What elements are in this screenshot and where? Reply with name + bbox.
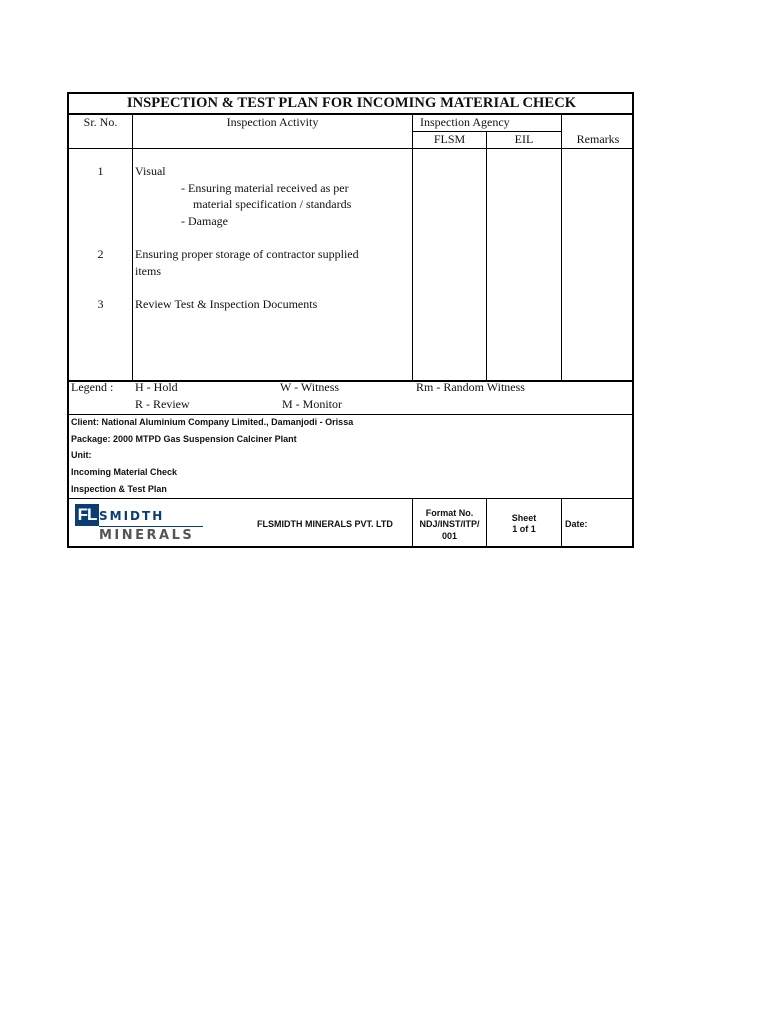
info-divider — [69, 498, 634, 499]
legend-label: Legend : — [71, 380, 114, 394]
logo-minerals: MINERALS — [99, 528, 195, 543]
format-no-2: 001 — [441, 531, 458, 541]
row-3-line-1: Review Test & Inspection Documents — [135, 297, 318, 311]
row-2-line-1: Ensuring proper storage of contractor supplied — [135, 247, 359, 261]
sheet-label: Sheet — [511, 513, 537, 523]
info-client: Client: National Aluminium Company Limited., Damanjodi - Orissa — [71, 417, 354, 427]
info-line-4: Incoming Material Check — [71, 467, 178, 477]
logo-smidth: SMIDTH — [99, 509, 165, 523]
sheet-value: 1 of 1 — [512, 524, 536, 534]
info-unit: Unit: — [71, 450, 92, 460]
legend-random: Rm - Random Witness — [416, 380, 525, 394]
legend-monitor: M - Monitor — [282, 397, 342, 411]
page-title: INSPECTION & TEST PLAN FOR INCOMING MATERIAL CHECK — [126, 95, 577, 111]
logo-fl: FL — [75, 504, 99, 526]
info-line-5: Inspection & Test Plan — [71, 484, 167, 494]
col-line-flsm — [486, 131, 487, 380]
date-label: Date: — [565, 519, 588, 529]
header-divider — [69, 148, 634, 149]
header-remarks: Remarks — [576, 132, 620, 146]
info-package: Package: 2000 MTPD Gas Suspension Calciner Plant — [71, 434, 297, 444]
row-2-no: 2 — [97, 247, 104, 261]
footer-line-3 — [561, 498, 562, 548]
row-1-no: 1 — [97, 164, 104, 178]
format-no-1: NDJ/INST/ITP/ — [419, 519, 480, 529]
col-line-eil — [561, 114, 562, 380]
row-1-sub-1: - Ensuring material received as per — [181, 181, 349, 195]
header-eil: EIL — [514, 132, 534, 146]
legend-witness: W - Witness — [280, 380, 340, 394]
itp-sheet — [67, 92, 634, 548]
footer-line-2 — [486, 498, 487, 548]
header-activity: Inspection Activity — [226, 115, 319, 129]
format-label: Format No. — [425, 508, 474, 518]
row-3-no: 3 — [97, 297, 104, 311]
row-1-sub-3: - Damage — [181, 214, 228, 228]
footer-company: FLSMIDTH MINERALS PVT. LTD — [257, 519, 393, 529]
col-line-sr — [132, 114, 133, 380]
legend-hold: H - Hold — [135, 380, 178, 394]
logo-bar — [99, 526, 203, 527]
col-line-activity — [412, 114, 413, 380]
legend-divider — [69, 414, 634, 415]
header-agency: Inspection Agency — [420, 115, 510, 129]
row-1-sub-2: material specification / standards — [193, 197, 352, 211]
row-2-line-2: items — [135, 264, 161, 278]
legend-review: R - Review — [135, 397, 190, 411]
row-1-text: Visual — [135, 164, 166, 178]
header-flsm: FLSM — [433, 132, 466, 146]
header-sr-no: Sr. No. — [83, 115, 118, 129]
